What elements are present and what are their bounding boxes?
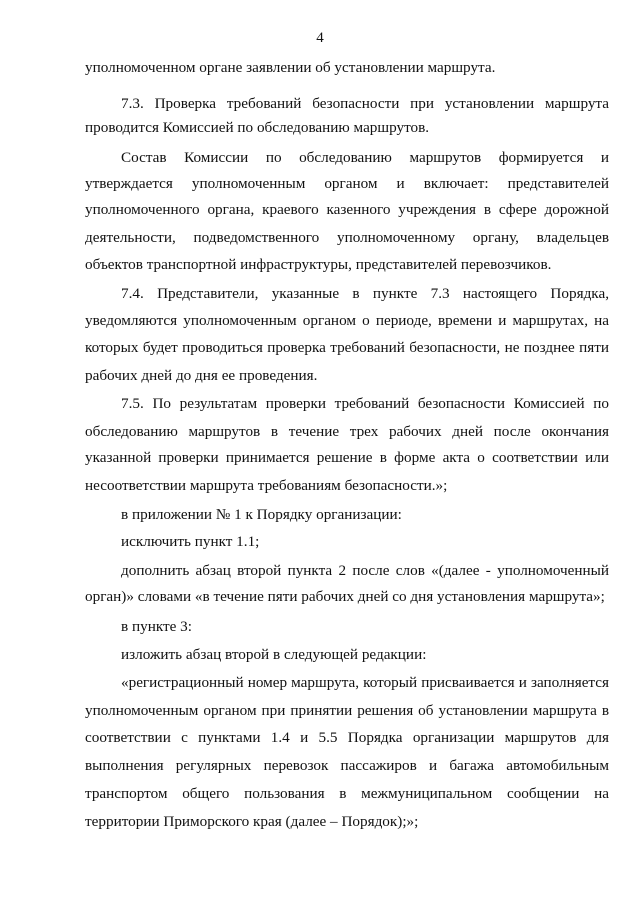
page-number: 4 <box>316 30 324 46</box>
text-line: исключить пункт 1.1; <box>121 533 260 550</box>
text-line: проводится Комиссией по обследованию маршрутов. <box>85 119 430 136</box>
text-line: деятельности, подведомственного уполномоченному органу, владельцев <box>85 229 609 246</box>
text-line: уполномоченного органа, краевого казенного учреждения в сфере дорожной <box>85 201 609 218</box>
text-line: в приложении № 1 к Порядку организации: <box>121 506 402 523</box>
text-line: 7.5. По результатам проверки требований безопасности Комиссией по <box>121 395 609 412</box>
text-line: транспортом общего пользования в межмуниципальном сообщении на <box>85 785 609 802</box>
text-line: указанной проверки принимается решение в форме акта о соответствии или <box>85 449 609 466</box>
text-line: территории Приморского края (далее – Порядок);»; <box>85 813 419 830</box>
text-line: орган)» словами «в течение пяти рабочих дней со дня установления маршрута»; <box>85 588 605 605</box>
text-line: обследованию маршрутов в течение трех рабочих дней после окончания <box>85 423 609 440</box>
text-line: рабочих дней до дня ее проведения. <box>85 367 318 384</box>
text-line: несоответствии маршрута требованиям безопасности.»; <box>85 477 448 494</box>
text-line: в пункте 3: <box>121 618 192 635</box>
text-line: уполномоченным органом при принятии решения об установлении маршрута в <box>85 702 609 719</box>
text-line: 7.4. Представители, указанные в пункте 7.3 настоящего Порядка, <box>121 285 609 302</box>
text-line: утверждается уполномоченным органом и включает: представителей <box>85 175 609 192</box>
text-line: «регистрационный номер маршрута, который присваивается и заполняется <box>121 674 609 691</box>
text-line: которых будет проводиться проверка требований безопасности, не позднее пяти <box>85 339 609 356</box>
text-line: изложить абзац второй в следующей редакции: <box>121 646 427 663</box>
text-line: Состав Комиссии по обследованию маршрутов формируется и <box>121 149 609 166</box>
text-line: выполнения регулярных перевозок пассажиров и багажа автомобильным <box>85 757 609 774</box>
text-line: дополнить абзац второй пункта 2 после слов «(далее - уполномоченный <box>121 562 609 579</box>
text-line: уполномоченном органе заявлении об установлении маршрута. <box>85 59 496 76</box>
text-line: соответствии с пунктами 1.4 и 5.5 Порядка организации маршрутов для <box>85 729 609 746</box>
text-line: уведомляются уполномоченным органом о периоде, времени и маршрутах, на <box>85 312 609 329</box>
text-line: 7.3. Проверка требований безопасности при установлении маршрута <box>121 95 609 112</box>
text-line: объектов транспортной инфраструктуры, представителей перевозчиков. <box>85 256 552 273</box>
